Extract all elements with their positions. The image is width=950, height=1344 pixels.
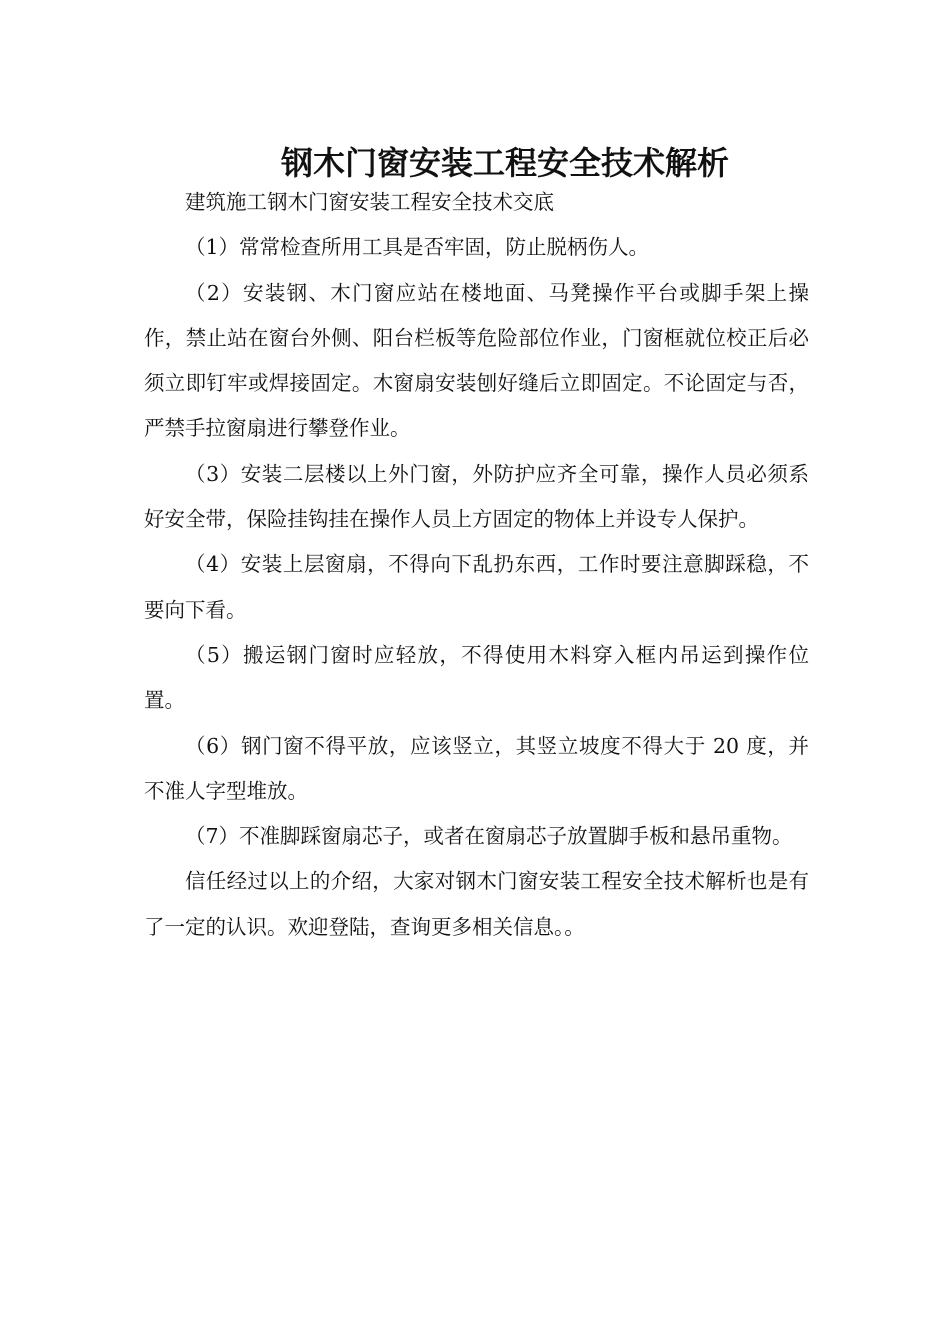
rule-paragraph-5: （5）搬运钢门窗时应轻放，不得使用木料穿入框内吊运到操作位置。	[144, 642, 809, 713]
rule-paragraph-6: （6）钢门窗不得平放，应该竖立，其竖立坡度不得大于 20 度，并不准人字型堆放。	[144, 733, 809, 803]
intro-paragraph: 建筑施工钢木门窗安装工程安全技术交底	[185, 190, 554, 214]
rule-paragraph-4: （4）安装上层窗扇，不得向下乱扔东西，工作时要注意脚踩稳，不要向下看。	[144, 552, 809, 622]
document-title: 钢木门窗安装工程安全技术解析	[280, 144, 729, 183]
closing-paragraph: 信任经过以上的介绍，大家对钢木门窗安装工程安全技术解析也是有了一定的认识。欢迎登陆，查询更多相关信息。。	[144, 869, 809, 939]
rule-paragraph-1: （1）常常检查所用工具是否牢固，防止脱柄伤人。	[185, 235, 650, 260]
rule-paragraph-7: （7）不准脚踩窗扇芯子，或者在窗扇芯子放置脚手板和悬吊重物。	[185, 824, 793, 849]
rule-paragraph-2: （2）安装钢、木门窗应站在楼地面、马凳操作平台或脚手架上操作，禁止站在窗台外侧、阳台栏板等危险部位作业，门窗框就位校正后必须立即钉牢或焊接固定。木窗扇安装刨好缝后立即固定。不论固定与否，严禁手拉窗扇进行攀登作业。	[144, 280, 809, 441]
document-body	[144, 180, 809, 950]
rule-paragraph-3: （3）安装二层楼以上外门窗，外防护应齐全可靠，操作人员必须系好安全带，保险挂钩挂在操作人员上方固定的物体上并设专人保护。	[144, 461, 809, 532]
